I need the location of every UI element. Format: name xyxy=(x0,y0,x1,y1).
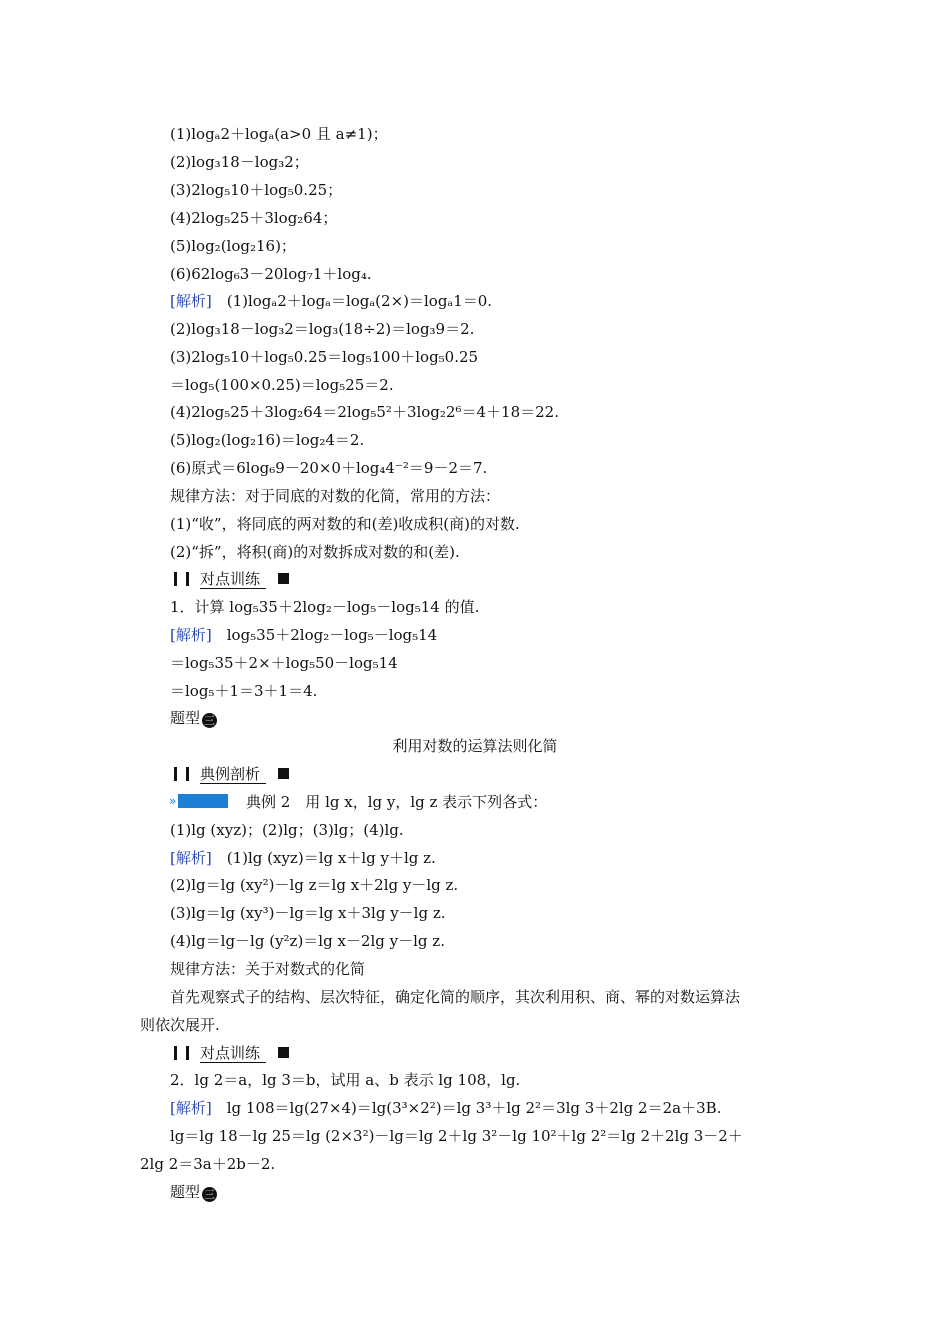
bars-icon xyxy=(170,572,200,586)
solution-line-3: (3)2log₅10＋log₅0.25＝log₅100＋log₅0.25 xyxy=(170,348,479,366)
method-text-2: 则依次展开. xyxy=(140,1016,220,1034)
solution-line-4: ＝log₅(100×0.25)＝log₅25＝2. xyxy=(170,376,394,394)
method-line-1: (1)“收”，将同底的两对数的和(差)收成积(商)的对数. xyxy=(170,515,520,533)
exercise-2-solution-2: lg＝lg 18－lg 25＝lg (2×3²)－lg＝lg 2＋lg 3²－lg 10²＋lg 2²＝lg 2＋2lg 3－2＋ xyxy=(170,1127,743,1145)
example-2-solution-3: (3)lg＝lg (xy³)－lg＝lg x＋3lg y－lg z. xyxy=(170,904,446,922)
exercise-1-solution-1: [解析] log₅35＋2log₂－log₅－log₅14 xyxy=(170,626,438,644)
problem-line-6: (6)62log₆3－20log₇1＋log₄. xyxy=(170,265,372,283)
exercise-2-solution-3: 2lg 2＝3a＋2b－2. xyxy=(140,1155,276,1173)
solution-line-6: (5)log₂(log₂16)＝log₂4＝2. xyxy=(170,431,365,449)
circled-three-icon: 三 xyxy=(204,1188,216,1201)
bars-icon xyxy=(170,1046,200,1060)
exercise-2-question: 2．lg 2＝a，lg 3＝b，试用 a、b 表示 lg 108，lg. xyxy=(170,1071,521,1089)
exercise-1-solution-2: ＝log₅35＋2×＋log₅50－log₅14 xyxy=(170,654,398,672)
method-heading: 规律方法：对于同底的对数的化简，常用的方法： xyxy=(170,487,501,505)
problem-line-2: (2)log₃18－log₃2； xyxy=(170,153,309,171)
jiexi-label: [解析] xyxy=(170,849,212,867)
problem-line-4: (4)2log₅25＋3log₂64； xyxy=(170,209,338,227)
example-2-solution-1: [解析] (1)lg (xyz)＝lg x＋lg y＋lg z. xyxy=(170,849,436,867)
example-2-solution-2: (2)lg＝lg (xy²)－lg z＝lg x＋2lg y－lg z. xyxy=(170,876,459,894)
section-header-practice-1: 对点训练 xyxy=(170,568,289,590)
question-type-3: 题型 三 xyxy=(170,709,216,727)
problem-line-1: (1)logₐ2＋logₐ(a>0 且 a≠1)； xyxy=(170,125,388,143)
jiexi-label: [解析] xyxy=(170,1099,212,1117)
method-heading-2: 规律方法：关于对数式的化简 xyxy=(170,960,366,978)
exercise-2-solution-1: [解析] lg 108＝lg(27×4)＝lg(3³×2²)＝lg 3³＋lg 2²＝3lg 3＋2lg 2＝2a＋3B. xyxy=(170,1099,722,1117)
square-icon xyxy=(278,573,289,584)
solution-line-2: (2)log₃18－log₃2＝log₃(18÷2)＝log₃9＝2. xyxy=(170,320,475,338)
solution-line-7: (6)原式＝6log₆9－20×0＋log₄4⁻²＝9－2＝7. xyxy=(170,459,488,477)
question-type-3b: 题型 三 xyxy=(170,1183,216,1201)
square-icon xyxy=(278,1047,289,1058)
method-line-2: (2)“拆”，将积(商)的对数拆成对数的和(差). xyxy=(170,543,460,561)
section-header-example: 典例剖析 xyxy=(170,763,289,785)
section-title: 利用对数的运算法则化简 xyxy=(392,737,558,755)
method-text-1: 首先观察式子的结构、层次特征，确定化简的顺序，其次利用积、商、幂的对数运算法 xyxy=(170,988,741,1006)
section-header-practice-2: 对点训练 xyxy=(170,1042,289,1064)
circled-three-icon: 三 xyxy=(204,714,216,727)
jiexi-label: [解析] xyxy=(170,292,212,310)
example-2-solution-4: (4)lg＝lg－lg (y²z)＝lg x－2lg y－lg z. xyxy=(170,932,445,950)
solution-line-5: (4)2log₅25＋3log₂64＝2log₅5²＋3log₂2⁶＝4＋18＝22. xyxy=(170,403,559,421)
example-2-parts: (1)lg (xyz)；(2)lg；(3)lg；(4)lg. xyxy=(170,821,404,839)
jiexi-label: [解析] xyxy=(170,626,212,644)
example-2-question: » 典例 2 用 lg x，lg y，lg z 表示下列各式： xyxy=(169,793,548,811)
exercise-1-question: 1．计算 log₅35＋2log₂－log₅－log₅14 的值. xyxy=(170,598,480,616)
exercise-1-solution-3: ＝log₅＋1＝3＋1＝4. xyxy=(170,682,318,700)
solution-line-1: [解析] (1)logₐ2＋logₐ＝logₐ(2×)＝logₐ1＝0. xyxy=(170,292,493,310)
problem-line-5: (5)log₂(log₂16)； xyxy=(170,237,296,255)
problem-line-3: (3)2log₅10＋log₅0.25； xyxy=(170,181,343,199)
example-tag-icon: » xyxy=(170,794,228,808)
square-icon xyxy=(278,768,289,779)
bars-icon xyxy=(170,767,200,781)
